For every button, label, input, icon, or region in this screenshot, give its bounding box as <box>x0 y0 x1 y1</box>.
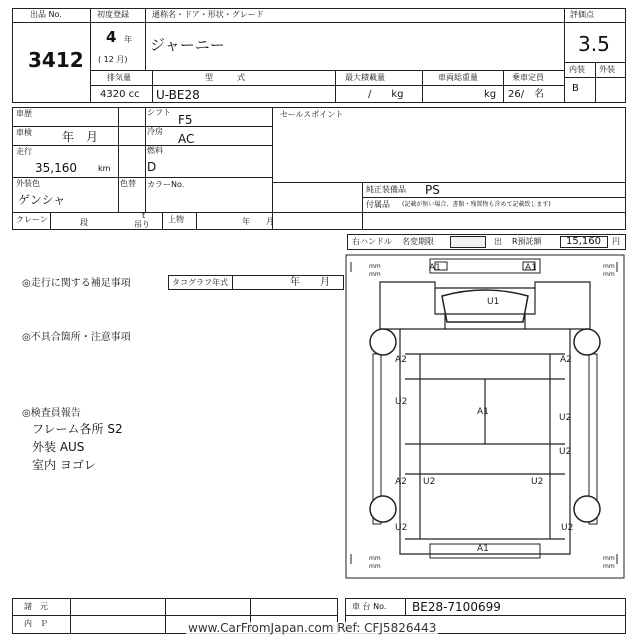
out-label: 出 <box>494 237 502 246</box>
shift-label: シフト <box>147 108 171 117</box>
max-load-label: 最大積載量 <box>345 73 385 82</box>
name-change-label: 名変期限 <box>402 237 434 246</box>
capacity-value: 26/ 名 <box>508 89 545 100</box>
recycle-deposit-label: R預託額 <box>512 237 542 246</box>
upper-body-label: 上物 <box>168 215 184 224</box>
damage-mark-u2: U2 <box>423 477 436 487</box>
model-label: 型 式 <box>205 73 245 82</box>
driving-notes-label: ◎走行に関する補足事項 <box>22 278 131 289</box>
interior-grade-label: 内装 <box>569 65 585 74</box>
displacement-label: 排気量 <box>107 73 131 82</box>
damage-mark-u2: U2 <box>395 523 408 533</box>
upper-body-value: 年 月 <box>242 217 274 226</box>
equipment-label: 純正装備品 <box>366 185 406 194</box>
yen-unit: 円 <box>612 237 620 246</box>
lot-number: 3412 <box>28 48 84 72</box>
svg-text:mm: mm <box>603 563 615 570</box>
history-label: 車歴 <box>16 109 32 118</box>
exterior-color-value: ゲンシャ <box>18 193 66 207</box>
sales-point-label: セールスポイント <box>280 110 344 119</box>
crane-label: クレーン <box>16 215 48 224</box>
svg-text:mm: mm <box>369 555 381 562</box>
car-name: ジャーニー <box>150 36 225 54</box>
damage-mark-u2: U2 <box>561 523 574 533</box>
steering-side: 右ハンドル <box>352 237 392 246</box>
gross-weight-value: kg <box>484 89 497 100</box>
car-name-label: 通称名・ドア・形状・グレード <box>152 10 264 19</box>
equipment-value: PS <box>425 183 440 197</box>
chassis-number-label: 車 台 No. <box>352 602 387 611</box>
tachograph-value: 年 月 <box>290 277 330 288</box>
lot-number-label: 出品 No. <box>30 10 62 19</box>
svg-text:mm: mm <box>369 263 381 270</box>
svg-text:mm: mm <box>369 563 381 570</box>
displacement-value: 4320 cc <box>100 89 140 100</box>
model-value: U-BE28 <box>156 88 200 102</box>
damage-mark-u2: U2 <box>531 477 544 487</box>
score-label: 評価点 <box>570 10 594 19</box>
mileage-unit: km <box>98 164 111 173</box>
crane-value: 段 <box>80 218 88 227</box>
svg-text:mm: mm <box>603 263 615 270</box>
watermark: www.CarFromJapan.com Ref: CFJ5826443 <box>188 621 437 635</box>
tachograph-label: タコグラフ年式 <box>172 278 228 287</box>
inspection-label: 車検 <box>16 128 32 137</box>
damage-mark-a2: A2 <box>395 355 407 365</box>
svg-text:mm: mm <box>603 555 615 562</box>
year-unit: 年 <box>124 35 132 44</box>
inspector-frame-line: フレーム各所 S2 <box>32 422 123 436</box>
inspection-value: 年 月 <box>62 130 99 144</box>
fuel-label: 燃料 <box>147 146 163 155</box>
capacity-label: 乗車定員 <box>512 73 544 82</box>
score: 3.5 <box>578 32 610 56</box>
damage-mark-a2: A2 <box>560 355 572 365</box>
damage-mark-u2: U2 <box>559 447 572 457</box>
damage-mark-a1: A1 <box>429 263 441 273</box>
lift-label: 吊り <box>134 220 150 229</box>
lift-unit: t <box>142 211 146 220</box>
specs-footer-label: 諸 元 <box>24 602 48 611</box>
damage-mark-a2: A2 <box>395 477 407 487</box>
damage-mark-a1: A1 <box>525 263 537 273</box>
color-number-label: カラーNo. <box>147 180 185 189</box>
recycle-deposit-value: 15,160 <box>566 236 601 247</box>
damage-mark-u2: U2 <box>395 397 408 407</box>
exterior-color-label: 外装色 <box>16 179 40 188</box>
shift-value: F5 <box>178 113 193 127</box>
defects-label: ◎不具合箇所・注意事項 <box>22 332 131 343</box>
inspector-interior-line: 室内 ヨゴレ <box>32 458 96 472</box>
damage-mark-a1: A1 <box>477 544 489 554</box>
interior-footer-label: 内 Ｐ <box>24 619 48 628</box>
first-registration-label: 初度登録 <box>97 10 129 19</box>
damage-mark-u1: U1 <box>487 297 500 307</box>
mileage-label: 走行 <box>16 147 32 156</box>
accessories-note: (記載が無い場合、書類・残置物も含めて記載致します) <box>402 201 551 208</box>
inspector-report-label: ◎検査員報告 <box>22 408 81 419</box>
interior-grade: B <box>572 83 579 94</box>
svg-text:mm: mm <box>603 271 615 278</box>
damage-mark-a1: A1 <box>477 407 489 417</box>
ac-label: 冷房 <box>147 127 163 136</box>
exterior-grade-label: 外装 <box>599 65 615 74</box>
damage-mark-u2: U2 <box>559 413 572 423</box>
vehicle-damage-diagram <box>345 254 625 579</box>
chassis-number: BE28-7100699 <box>412 600 501 614</box>
gross-weight-label: 車両総重量 <box>438 73 478 82</box>
fuel-value: D <box>147 160 157 174</box>
first-registration-month: ( 12 月) <box>98 55 128 64</box>
svg-text:mm: mm <box>369 271 381 278</box>
first-registration-year: 4 <box>106 28 117 46</box>
inspector-exterior-line: 外装 AUS <box>32 440 85 454</box>
max-load-value: / kg <box>368 89 404 100</box>
accessories-label: 付属品 <box>366 200 390 209</box>
color-change-label: 色替 <box>120 179 136 188</box>
mileage-value: 35,160 <box>35 161 77 175</box>
ac-value: AC <box>178 132 195 146</box>
